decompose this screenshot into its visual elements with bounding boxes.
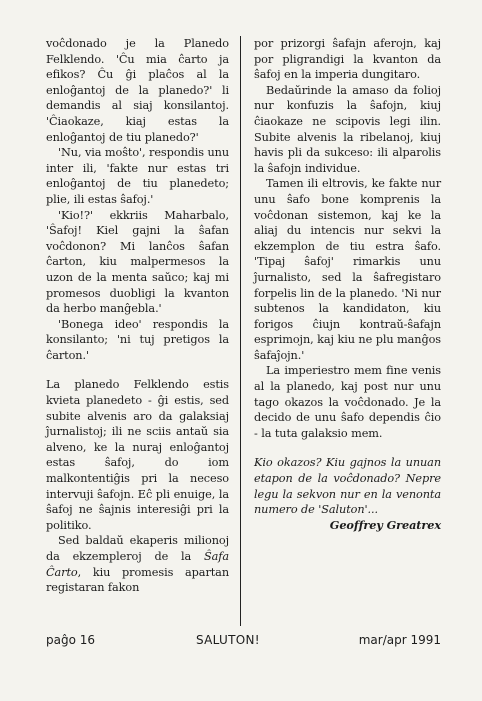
paragraph: La imperiestro mem fine venis al la planedo, kaj post nur unu tago okazos la voĉdonado. Je la decido de unu ŝafo dependis ĉio - la tuta galaksio mem.	[254, 364, 441, 440]
teaser: Kio okazos? Kiu gajnos la unuan etapon de la voĉdonado? Nepre legu la sekvon nur en la venonta numero de 'Saluton'...	[254, 456, 441, 517]
text-run: , kiu promesis apartan registaran fakon	[46, 565, 229, 595]
magazine-name: SALUTON!	[196, 633, 260, 647]
page-number: paĝo 16	[46, 633, 96, 647]
page-footer	[46, 631, 441, 649]
paragraph: Tamen ili eltrovis, ke fakte nur unu ŝafo bone komprenis la voĉdonan sistemon, kaj ke la aliaj du intencis nur sekvi la ekzemplon de tiu estra ŝafo. 'Tipaj ŝafoj' rimarkis unu ĵurnalisto, sed la ŝafregistaro forpelis lin de la planedo. 'Ni nur subtenos la kandidaton, kiu forigos ĉiujn kontraŭ-ŝafajn esprimojn, kaj kiu ne plu manĝos ŝafaĵojn.'	[254, 177, 441, 362]
text-run: Sed baldaŭ ekaperis milionoj da ekzempleroj de la	[46, 534, 229, 563]
issue-date: mar/apr 1991	[358, 633, 441, 647]
author-signature: Geoffrey Greatrex	[329, 517, 441, 532]
paragraph	[46, 533, 229, 595]
left-column	[46, 36, 229, 596]
paragraph: por prizorgi ŝafajn aferojn, kaj por pligrandigi la kvanton da ŝafoj en la imperia dungitaro.	[254, 37, 441, 82]
paragraph: 'Nu, via moŝto', respondis unu inter ili, 'fakte nur estas tri enloĝantoj de tiu planedeto; plie, ili estas ŝafoj.'	[46, 146, 229, 206]
paragraph: La planedo Felklendo estis kvieta planedeto - ĝi estis, sed subite alvenis aro da galaksiaj ĵurnalistoj; ili ne sciis antaŭ sia alveno, ke la nuraj enloĝantoj estas ŝafoj, do iom malkontentiĝis pri la neceso intervuji ŝafojn. Eĉ pli enuige, la ŝafoj ne ŝajnis interesiĝi pri la politiko.	[46, 378, 229, 532]
paragraph: 'Kio!?' ekkriis Maharbalo, 'Ŝafoj! Kiel gajni la ŝafan voĉdonon? Mi lanĉos ŝafan ĉarton, kiu malpermesos la uzon de la menta saŭco; kaj mi promesos duobligi la kvanton da herbo manĝebla.'	[46, 208, 229, 316]
paragraph: Bedaŭrinde la amaso da folioj nur konfuzis la ŝafojn, kiuj ĉiaokaze ne scipovis legi ilin. Subite alvenis la ribelanoj, kiuj havis pli da sukceso: ili alparolis la ŝafojn individue.	[254, 83, 441, 175]
right-column	[254, 36, 441, 533]
paragraph: 'Bonega ideo' respondis la konsilanto; 'ni tuj pretigos la ĉarton.'	[46, 317, 229, 362]
paragraph: voĉdonado je la Planedo Felklendo. 'Ĉu mia ĉarto ja efikos? Ĉu ĝi plaĉos al la enloĝantoj de la planedo?' li demandis al siaj konsilantoj. 'Ĉiaokaze, kiaj estas la enloĝantoj de tiu planedo?'	[46, 37, 229, 144]
charter-title: Ŝafa Ĉarto	[46, 550, 229, 579]
column-divider	[240, 36, 241, 626]
